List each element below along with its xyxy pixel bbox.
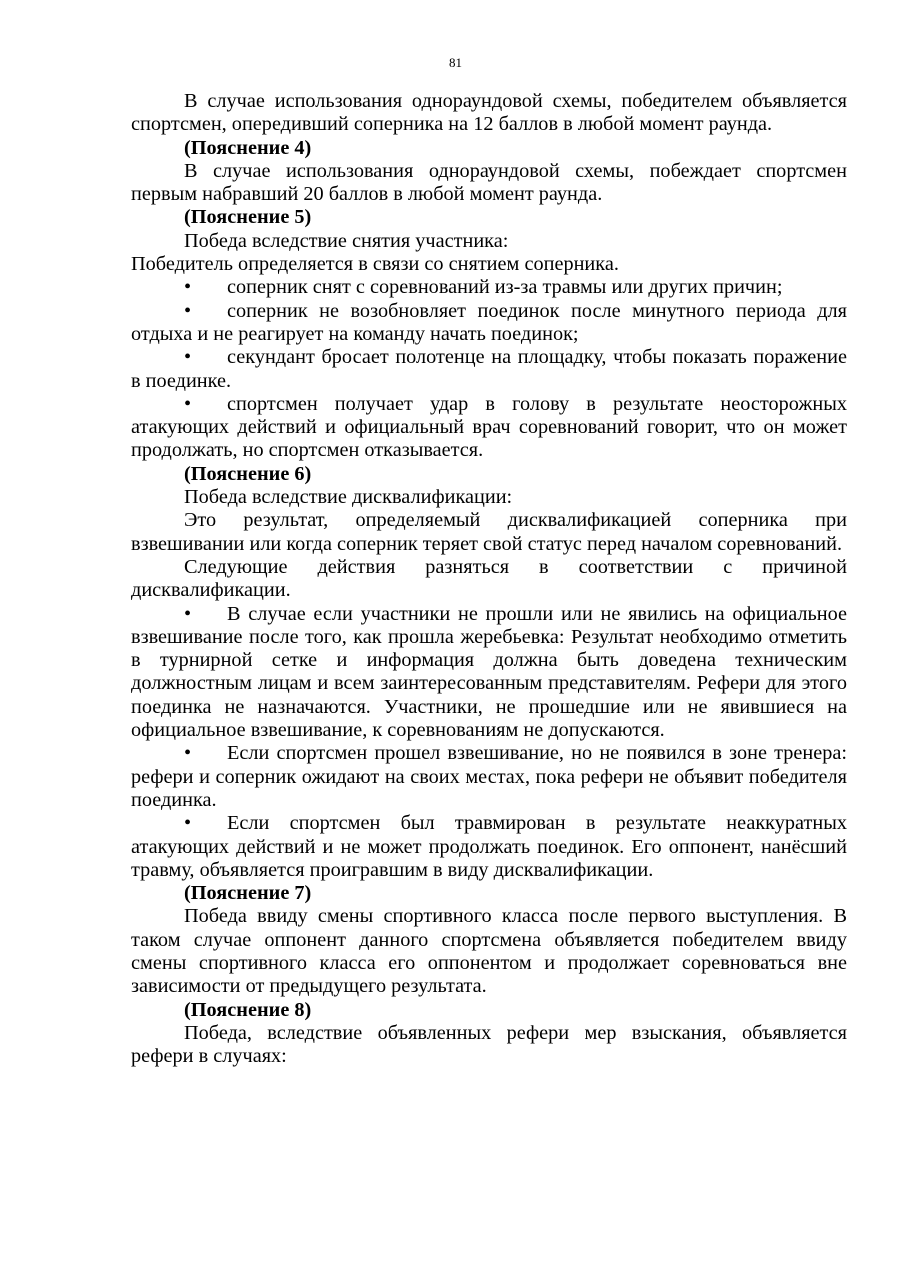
paragraph: В случае использования однораундовой схемы, побеждает спортсмен первым набравший 20 баллов в любой момент раунда. [131,159,847,206]
paragraph: Победа ввиду смены спортивного класса после первого выступления. В таком случае оппонент данного спортсмена объявляется победителем ввиду смены спортивного класса его оппонентом и продолжает соревноваться вне зависимости от предыдущего результата. [131,905,847,998]
bullet-icon: • [184,276,192,299]
list-item: • Если спортсмен был травмирован в результате неаккуратных атакующих действий и не может продолжать поединок. Его оппонент, нанёсший травму, объявляется проигравшим в виду дисквалификации. [131,812,847,881]
page-body [131,90,847,1068]
paragraph: Это результат, определяемый дисквалификацией соперника при взвешивании или когда соперник теряет свой статус перед началом соревнований. [131,509,847,555]
bullet-icon: • [184,392,192,415]
paragraph: Победитель определяется в связи со снятием соперника. [131,253,619,276]
section-heading: (Пояснение 7) [184,882,312,905]
section-heading: (Пояснение 5) [184,206,312,229]
paragraph: Победа, вследствие объявленных рефери мер взыскания, объявляется рефери в случаях: [131,1021,847,1068]
paragraph: В случае использования однораундовой схемы, победителем объявляется спортсмен, опередивший соперника на 12 баллов в любой момент раунда. [131,90,847,136]
bullet-icon: • [184,812,192,835]
paragraph: Победа вследствие дисквалификации: [184,486,513,509]
section-heading: (Пояснение 8) [184,998,312,1021]
bullet-icon: • [184,346,192,369]
bullet-icon: • [184,299,192,322]
paragraph: Победа вследствие снятия участника: [184,229,509,252]
list-item: • соперник не возобновляет поединок после минутного периода для отдыха и не реагирует на команду начать поединок; [131,299,847,345]
list-item: • секундант бросает полотенце на площадку, чтобы показать поражение в поединке. [131,346,847,392]
paragraph: Следующие действия разняться в соответствии с причиной дисквалификации. [131,555,847,602]
bullet-icon: • [184,602,192,625]
list-item: • спортсмен получает удар в голову в результате неосторожных атакующих действий и официальный врач соревнований говорит, что он может продолжать, но спортсмен отказывается. [131,392,847,462]
bullet-icon: • [184,742,192,765]
list-item: • соперник снят с соревнований из-за травмы или других причин; [184,276,783,299]
list-item: • В случае если участники не прошли или не явились на официальное взвешивание после того, как прошла жеребьевка: Результат необходимо отметить в турнирной сетке и информация должна быть доведена техническим должностным лицам и всем заинтересованным представителям. Рефери для этого поединка не назначаются. Участники, не прошедшие или не явившиеся на официальное взвешивание, к соревнованиям не допускаются. [131,602,847,742]
list-item: • Если спортсмен прошел взвешивание, но не появился в зоне тренера: рефери и соперник ожидают на своих местах, пока рефери не объявит победителя поединка. [131,742,847,811]
section-heading: (Пояснение 4) [184,136,312,159]
section-heading: (Пояснение 6) [184,462,312,485]
page-number: 81 [449,55,462,70]
